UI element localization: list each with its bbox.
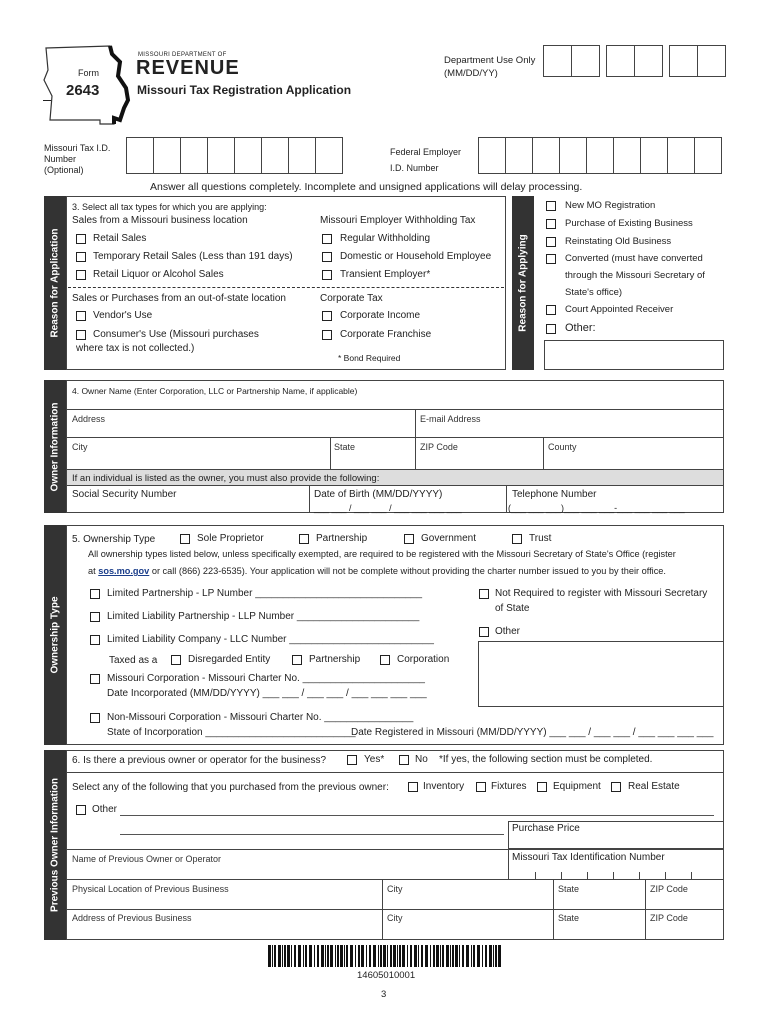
ssn-input[interactable] (66, 485, 309, 513)
fein-label: Federal Employer (390, 147, 462, 157)
partnership-label: Partnership (316, 533, 368, 544)
prev-owner-name-input[interactable] (66, 849, 508, 879)
prev-mo-tax-id-label: Missouri Tax Identification Number (512, 852, 665, 863)
state-incorporation-label: State of Incorporation ___________________________ (107, 727, 356, 738)
barcode-bar (305, 945, 307, 967)
prev-address-city-label: City (387, 913, 403, 923)
barcode-bar (369, 945, 371, 967)
barcode-bar (361, 945, 364, 967)
barcode-bar (471, 945, 472, 967)
col-line (309, 485, 310, 513)
retail-sales-checkbox[interactable] (76, 234, 86, 244)
barcode-bar (294, 945, 296, 967)
phone-label: Telephone Number (512, 489, 597, 500)
temporary-retail-checkbox[interactable] (76, 252, 86, 262)
revenue-logo: REVENUE (136, 57, 240, 79)
barcode-bar (466, 945, 469, 967)
mo-corp-label: Missouri Corporation - Missouri Charter No. ______________________ (107, 673, 425, 684)
phone-input[interactable]: (___ ___ ___)___ ___ ___-___ ___ ___ ___ (508, 503, 685, 513)
barcode-bar (278, 945, 281, 967)
date-incorporated-label: Date Incorporated (MM/DD/YYYY) ___ ___ / ___ ___ / ___ ___ ___ ___ (107, 688, 427, 699)
barcode-bar (340, 945, 343, 967)
disregarded-entity-checkbox[interactable] (171, 655, 181, 665)
other-reason-checkbox[interactable] (546, 324, 556, 334)
barcode-bar (402, 945, 405, 967)
converted-label: Converted (must have converted (565, 253, 703, 264)
barcode-bar (485, 945, 487, 967)
barcode-bar (446, 945, 449, 967)
barcode-bar (450, 945, 451, 967)
new-mo-registration-checkbox[interactable] (546, 201, 556, 211)
taxed-partnership-checkbox[interactable] (292, 655, 302, 665)
prev-address-zip-input[interactable] (645, 909, 724, 940)
barcode-bar (309, 945, 312, 967)
sidebar-reason-for-applying: Reason for Applying (512, 196, 534, 370)
barcode-bar (407, 945, 408, 967)
domestic-employee-label: Domestic or Household Employee (340, 251, 492, 262)
barcode-bar (325, 945, 326, 967)
trust-label: Trust (529, 533, 552, 544)
vendors-use-label: Vendor's Use (93, 310, 153, 321)
form-number: 2643 (66, 82, 100, 99)
retail-sales-label: Retail Sales (93, 233, 147, 244)
llc-label: Limited Liability Company - LLC Number __________________________ (107, 634, 434, 645)
purchase-existing-label: Purchase of Existing Business (565, 218, 693, 229)
corp-income-checkbox[interactable] (322, 311, 332, 321)
col-line (506, 485, 507, 513)
sos-link[interactable]: sos.mo.gov (98, 566, 150, 576)
disregarded-entity-label: Disregarded Entity (188, 654, 271, 665)
barcode-bar (350, 945, 353, 967)
email-label: E-mail Address (420, 414, 481, 424)
retail-liquor-checkbox[interactable] (76, 270, 86, 280)
trust-checkbox[interactable] (512, 534, 522, 544)
consumers-use-checkbox[interactable] (76, 330, 86, 340)
purchase-price-label: Purchase Price (512, 823, 580, 834)
dob-input[interactable]: ___ ___ / ___ ___ / ___ ___ ___ ___ (314, 503, 462, 513)
prev-state-input[interactable] (553, 879, 645, 909)
barcode-bar (268, 945, 271, 967)
consumers-use-label-2: where tax is not collected.) (76, 343, 195, 354)
mo-tax-id-label-2: Number (44, 154, 77, 164)
other-ownership-label: Other (495, 626, 521, 637)
sole-proprietor-label: Sole Proprietor (197, 533, 264, 544)
zip-label: ZIP Code (420, 442, 458, 452)
taxed-partnership-label: Partnership (309, 654, 361, 665)
regular-withholding-checkbox[interactable] (322, 234, 332, 244)
vendors-use-checkbox[interactable] (76, 311, 86, 321)
barcode-bar (355, 945, 356, 967)
corp-tax-heading: Corporate Tax (320, 293, 383, 304)
other-purchased-line[interactable] (120, 815, 714, 816)
fein-label-2: I.D. Number (390, 163, 439, 173)
barcode-bar (462, 945, 464, 967)
barcode-bar (477, 945, 480, 967)
barcode-bar (337, 945, 339, 967)
barcode-bar (421, 945, 423, 967)
state-label: State (334, 442, 356, 452)
regular-withholding-label: Regular Withholding (340, 233, 431, 244)
llc-checkbox[interactable] (90, 635, 100, 645)
other-ownership-checkbox[interactable] (479, 627, 489, 637)
transient-employer-checkbox[interactable] (322, 270, 332, 280)
previous-no-checkbox[interactable] (399, 755, 409, 765)
lp-checkbox[interactable] (90, 589, 100, 599)
barcode-bar (303, 945, 304, 967)
inventory-checkbox[interactable] (408, 782, 418, 792)
barcode-bar (473, 945, 475, 967)
purchase-existing-checkbox[interactable] (546, 219, 556, 229)
barcode-bar (459, 945, 460, 967)
form-title: Missouri Tax Registration Application (137, 83, 352, 97)
barcode-bar (442, 945, 444, 967)
sole-proprietor-checkbox[interactable] (180, 534, 190, 544)
government-label: Government (421, 533, 477, 544)
barcode-bar (489, 945, 492, 967)
temporary-retail-label: Temporary Retail Sales (Less than 191 days) (93, 251, 293, 262)
withholding-heading: Missouri Employer Withholding Tax (320, 215, 476, 226)
other-reason-label: Other: (565, 322, 596, 334)
barcode-bar (291, 945, 292, 967)
barcode-bar (387, 945, 388, 967)
barcode-bar (272, 945, 273, 967)
bond-required-note: * Bond Required (338, 353, 401, 363)
zip-input[interactable] (415, 437, 543, 469)
barcode-bar (344, 945, 345, 967)
barcode-number: 14605010001 (357, 970, 416, 981)
barcode-bar (330, 945, 333, 967)
barcode-bar (410, 945, 412, 967)
barcode-bar (414, 945, 417, 967)
converted-checkbox[interactable] (546, 254, 556, 264)
retail-liquor-label: Retail Liquor or Alcohol Sales (93, 269, 224, 280)
barcode-bar (358, 945, 360, 967)
physical-location-input[interactable] (66, 879, 382, 909)
new-mo-registration-label: New MO Registration (565, 200, 656, 211)
barcode-bar (418, 945, 419, 967)
reinstating-checkbox[interactable] (546, 237, 556, 247)
city-label: City (72, 442, 88, 452)
dept-use-format: (MM/DD/YY) (444, 68, 498, 79)
consumers-use-label: Consumer's Use (Missouri purchases (93, 329, 259, 340)
purchased-items-label: Select any of the following that you purchased from the previous owner: (72, 782, 389, 793)
corp-income-label: Corporate Income (340, 310, 421, 321)
fixtures-label: Fixtures (491, 781, 527, 792)
dept-small-label: MISSOURI DEPARTMENT OF (138, 52, 227, 58)
barcode-bar (425, 945, 428, 967)
prev-address-input[interactable] (66, 909, 382, 940)
prev-address-city-input[interactable] (382, 909, 553, 940)
barcode-bar (314, 945, 315, 967)
barcode-bar (327, 945, 329, 967)
court-receiver-label: Court Appointed Receiver (565, 304, 674, 315)
taxed-corporation-checkbox[interactable] (380, 655, 390, 665)
mo-tax-id-label: Missouri Tax I.D. (44, 143, 111, 153)
equipment-label: Equipment (553, 781, 601, 792)
domestic-employee-checkbox[interactable] (322, 252, 332, 262)
inventory-label: Inventory (423, 781, 465, 792)
government-checkbox[interactable] (404, 534, 414, 544)
not-required-label-2: of State (495, 603, 530, 614)
sidebar-owner-information: Owner Information (44, 380, 66, 513)
equipment-checkbox[interactable] (537, 782, 547, 792)
county-input[interactable] (543, 437, 724, 469)
converted-label-3: State's office) (565, 287, 623, 298)
prev-zip-label: ZIP Code (650, 884, 688, 894)
barcode-bar (440, 945, 441, 967)
llp-checkbox[interactable] (90, 612, 100, 622)
mo-corp-checkbox[interactable] (90, 674, 100, 684)
other-purchased-checkbox[interactable] (76, 805, 86, 815)
barcode (268, 945, 504, 967)
sidebar-ownership-type: Ownership Type (44, 525, 66, 745)
barcode-bar (430, 945, 431, 967)
physical-location-label: Physical Location of Previous Business (72, 884, 229, 894)
row-line (66, 469, 724, 470)
lp-label: Limited Partnership - LP Number ______________________________ (107, 588, 423, 599)
col-line (508, 849, 509, 879)
taxed-corporation-label: Corporation (397, 654, 450, 665)
dept-use-label: Department Use Only (444, 55, 536, 66)
prev-address-label: Address of Previous Business (72, 913, 192, 923)
barcode-bar (452, 945, 454, 967)
not-required-label: Not Required to register with Missouri Secretary (495, 588, 708, 599)
barcode-bar (397, 945, 398, 967)
other-purchased-label: Other (92, 804, 118, 815)
previous-no-label: No (415, 754, 428, 765)
barcode-bar (498, 945, 501, 967)
non-mo-corp-label: Non-Missouri Corporation - Missouri Charter No. ________________ (107, 712, 414, 723)
prev-address-state-label: State (558, 913, 580, 923)
barcode-bar (495, 945, 497, 967)
real-estate-checkbox[interactable] (611, 782, 621, 792)
dob-label: Date of Birth (MM/DD/YYYY) (314, 489, 443, 500)
previous-yes-checkbox[interactable] (347, 755, 357, 765)
prev-city-label: City (387, 884, 403, 894)
barcode-bar (380, 945, 382, 967)
non-mo-corp-checkbox[interactable] (90, 713, 100, 723)
corp-franchise-label: Corporate Franchise (340, 329, 432, 340)
prev-owner-name-label: Name of Previous Owner or Operator (72, 854, 222, 864)
barcode-bar (284, 945, 286, 967)
owner-name-input[interactable] (66, 380, 724, 409)
ownership-note-2: at sos.mo.gov or call (866) 223-6535). Your application will not be complete without providing the charter number issued to you by their office. (88, 566, 666, 576)
prev-address-zip-label: ZIP Code (650, 913, 688, 923)
court-receiver-checkbox[interactable] (546, 305, 556, 315)
converted-label-2: through the Missouri Secretary of (565, 270, 705, 281)
taxed-as-label: Taxed as a (109, 655, 158, 666)
barcode-bar (282, 945, 283, 967)
county-label: County (548, 442, 577, 452)
ownership-note: All ownership types listed below, unless specifically exempted, are required to be registered with the Missouri Secretary of State's Office (register (88, 549, 676, 559)
barcode-bar (455, 945, 458, 967)
prev-city-input[interactable] (382, 879, 553, 909)
barcode-bar (390, 945, 392, 967)
barcode-bar (287, 945, 290, 967)
barcode-bar (373, 945, 376, 967)
row-line (66, 772, 724, 773)
owner-name-label: 4. Owner Name (Enter Corporation, LLC or Partnership Name, if applicable) (72, 386, 358, 396)
barcode-bar (274, 945, 276, 967)
form-label: Form (78, 68, 99, 78)
barcode-bar (383, 945, 386, 967)
real-estate-label: Real Estate (628, 781, 680, 792)
barcode-bar (298, 945, 301, 967)
barcode-bar (433, 945, 435, 967)
barcode-bar (378, 945, 379, 967)
prev-state-label: State (558, 884, 580, 894)
ownership-heading: 5. Ownership Type (72, 534, 156, 545)
barcode-bar (321, 945, 324, 967)
partnership-checkbox[interactable] (299, 534, 309, 544)
llp-label: Limited Liability Partnership - LLP Number ______________________ (107, 611, 420, 622)
address-input[interactable] (66, 409, 415, 437)
barcode-bar (399, 945, 401, 967)
barcode-bar (335, 945, 336, 967)
other-ownership-input[interactable] (478, 641, 724, 707)
mo-tax-id-optional: (Optional) (44, 165, 84, 175)
sales-mo-heading: Sales from a Missouri business location (72, 215, 248, 226)
previous-owner-question: 6. Is there a previous owner or operator for the business? (72, 755, 327, 766)
barcode-bar (482, 945, 483, 967)
barcode-bar (366, 945, 367, 967)
city-input[interactable] (66, 437, 330, 469)
previous-yes-label: Yes* (364, 754, 385, 765)
other-purchased-line-2[interactable] (120, 834, 504, 835)
not-required-checkbox[interactable] (479, 589, 489, 599)
ssn-label: Social Security Number (72, 489, 177, 500)
prev-address-state-input[interactable] (553, 909, 645, 940)
reinstating-label: Reinstating Old Business (565, 236, 672, 247)
address-label: Address (72, 414, 106, 424)
sidebar-previous-owner: Previous Owner Information (44, 750, 66, 940)
instruction-text: Answer all questions completely. Incomplete and unsigned applications will delay processing. (150, 181, 583, 193)
prev-zip-input[interactable] (645, 879, 724, 909)
barcode-bar (393, 945, 396, 967)
corp-franchise-checkbox[interactable] (322, 330, 332, 340)
barcode-bar (436, 945, 439, 967)
page-number: 3 (381, 989, 387, 1000)
sidebar-reason-for-application: Reason for Application (44, 196, 66, 370)
transient-employer-label: Transient Employer* (340, 269, 431, 280)
barcode-bar (346, 945, 348, 967)
email-input[interactable] (415, 409, 724, 437)
tax-types-heading: 3. Select all tax types for which you are applying: (72, 202, 267, 212)
section-divider (68, 287, 504, 288)
barcode-bar (493, 945, 494, 967)
previous-note: *If yes, the following section must be completed. (439, 754, 653, 765)
form-dash (43, 100, 51, 101)
state-input[interactable] (330, 437, 415, 469)
barcode-bar (317, 945, 319, 967)
date-registered-label: Date Registered in Missouri (MM/DD/YYYY) ___ ___ / ___ ___ / ___ ___ ___ ___ (351, 727, 714, 738)
individual-note: If an individual is listed as the owner, you must also provide the following: (72, 473, 380, 484)
sales-out-heading: Sales or Purchases from an out-of-state location (72, 293, 286, 304)
fixtures-checkbox[interactable] (476, 782, 486, 792)
other-reason-input[interactable] (544, 340, 724, 370)
